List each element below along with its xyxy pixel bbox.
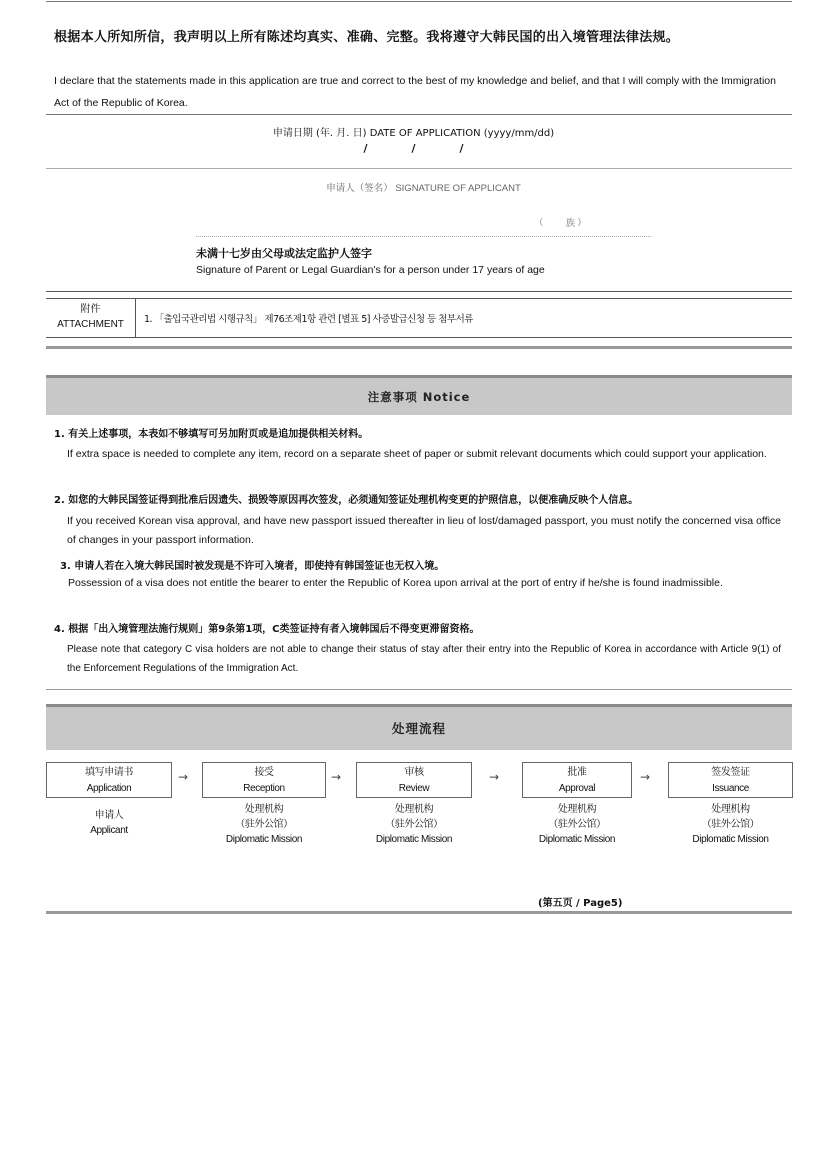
date-field[interactable]	[0, 142, 827, 155]
notice-item-zh: 1. 有关上述事项，本表如不够填写可另加附页或是追加提供相关材料。	[54, 429, 369, 440]
step-label-en: Application	[86, 783, 132, 794]
attachment-heading	[46, 299, 136, 337]
notice-item-zh: 3. 申请人若在入境大韩民国时被发现是不许可入境者，即使持有韩国签证也无权入境。	[60, 561, 445, 572]
notice-item-en: If you received Korean visa approval, and have new passport issued thereafter in lieu of lost/damaged passport, you must notify the concerned visa office of changes in your passport information.	[67, 515, 781, 546]
agent-zh: 处理机构	[394, 804, 434, 815]
step-label-zh: 审核	[404, 767, 424, 778]
arrow-right-icon: →	[489, 770, 500, 784]
notice-item-zh: 2. 如您的大韩民国签证得到批准后因遗失、损毁等原因再次签发，必须通知签证处理机构变更的护照信息，以便准确反映个人信息。	[54, 495, 639, 506]
agent-zh: 处理机构	[557, 804, 597, 815]
agent-zh: 申请人	[94, 810, 124, 821]
flow-step-approval	[522, 762, 632, 798]
notice-item-en: Please note that category C visa holders are not able to change their status of stay after their entry into the Republic of Korea in accordance with Article 9(1) of the Enforcement Regulations of the Immigration Act.	[67, 644, 781, 674]
date-separator: /	[363, 142, 368, 155]
flow-agent-mission	[668, 802, 793, 847]
agent-sub: （驻外公馆）	[701, 819, 760, 830]
step-label-en: Issuance	[712, 783, 749, 794]
top-rule	[46, 1, 792, 2]
flow-agent-applicant	[46, 808, 172, 838]
flow-step-application	[46, 762, 172, 798]
divider	[46, 291, 792, 292]
date-label: 申请日期 (年. 月. 日) DATE OF APPLICATION (yyyy/mm/dd)	[272, 128, 555, 139]
agent-en: Diplomatic Mission	[225, 834, 303, 845]
step-label-zh: 签发签证	[711, 767, 750, 778]
signature-line[interactable]	[196, 236, 651, 237]
step-label-en: Reception	[243, 783, 285, 794]
attachment-heading-zh: 附件	[80, 304, 101, 315]
agent-zh: 处理机构	[244, 804, 284, 815]
agent-sub: （驻外公馆）	[548, 819, 606, 830]
section-rule	[46, 346, 792, 349]
notice-item-en: If extra space is needed to complete any item, record on a separate sheet of paper or submit relevant documents which could support your application.	[67, 448, 767, 460]
date-separator: /	[459, 142, 464, 155]
agent-en: Diplomatic Mission	[538, 834, 616, 845]
page-number: (第五页 / Page5)	[538, 898, 623, 909]
step-label-en: Approval	[558, 783, 596, 794]
agent-en: Applicant	[90, 825, 128, 836]
arrow-right-icon: →	[178, 770, 189, 784]
step-label-en: Review	[398, 783, 430, 794]
flow-agent-mission	[515, 802, 639, 847]
notice-heading: 注意事项 Notice	[46, 375, 792, 415]
declaration-zh: 根据本人所知所信，我声明以上所有陈述均真实、准确、完整。我将遵守大韩民国的出入境管理法律法规。	[54, 30, 680, 45]
agent-en: Diplomatic Mission	[375, 834, 453, 845]
flow-step-issuance	[668, 762, 793, 798]
seal-hint: （ 族）	[534, 218, 589, 229]
notice-item-zh: 4. 根据「出入境管理法施行规则」第9条第1项，C类签证持有者入境韩国后不得变更滞留资格。	[54, 624, 480, 635]
flow-step-review	[356, 762, 472, 798]
guardian-signature-zh: 未满十七岁由父母或法定监护人签字	[196, 247, 372, 260]
process-flow-heading: 处理流程	[46, 704, 792, 750]
flow-agent-mission	[202, 802, 326, 847]
date-separator: /	[411, 142, 416, 155]
arrow-right-icon: →	[331, 770, 342, 784]
declaration-en: I declare that the statements made in this application are true and correct to the best of my knowledge and belief, and that I will comply with the Immigration Act of the Republic of Korea.	[54, 75, 776, 109]
agent-sub: （驻外公馆）	[385, 819, 443, 830]
attachment-text: 1. 「출입국관리법 시행규칙」 제76조제1항 관련 [별표 5] 사증발급신청 등 첨부서류	[144, 314, 473, 325]
notice-item-en: Possession of a visa does not entitle the bearer to enter the Republic of Korea upon arrival at the port of entry if he/she is found inadmissible.	[68, 577, 723, 589]
signature-label: 申请人（签名） SIGNATURE OF APPLICANT	[326, 183, 521, 194]
agent-zh: 处理机构	[711, 804, 750, 815]
flow-step-reception	[202, 762, 326, 798]
agent-sub: （驻外公馆）	[235, 819, 293, 830]
flow-agent-mission	[356, 802, 472, 847]
agent-en: Diplomatic Mission	[692, 834, 769, 845]
step-label-zh: 填写申请书	[85, 767, 133, 778]
divider	[46, 689, 792, 690]
bottom-rule	[46, 911, 792, 914]
attachment-row	[46, 298, 792, 338]
arrow-right-icon: →	[640, 770, 651, 784]
divider	[46, 114, 792, 115]
step-label-zh: 接受	[254, 767, 274, 778]
guardian-signature-en: Signature of Parent or Legal Guardian's for a person under 17 years of age	[196, 264, 545, 276]
divider	[46, 168, 792, 169]
attachment-heading-en: ATTACHMENT	[57, 319, 124, 330]
step-label-zh: 批准	[567, 767, 587, 778]
